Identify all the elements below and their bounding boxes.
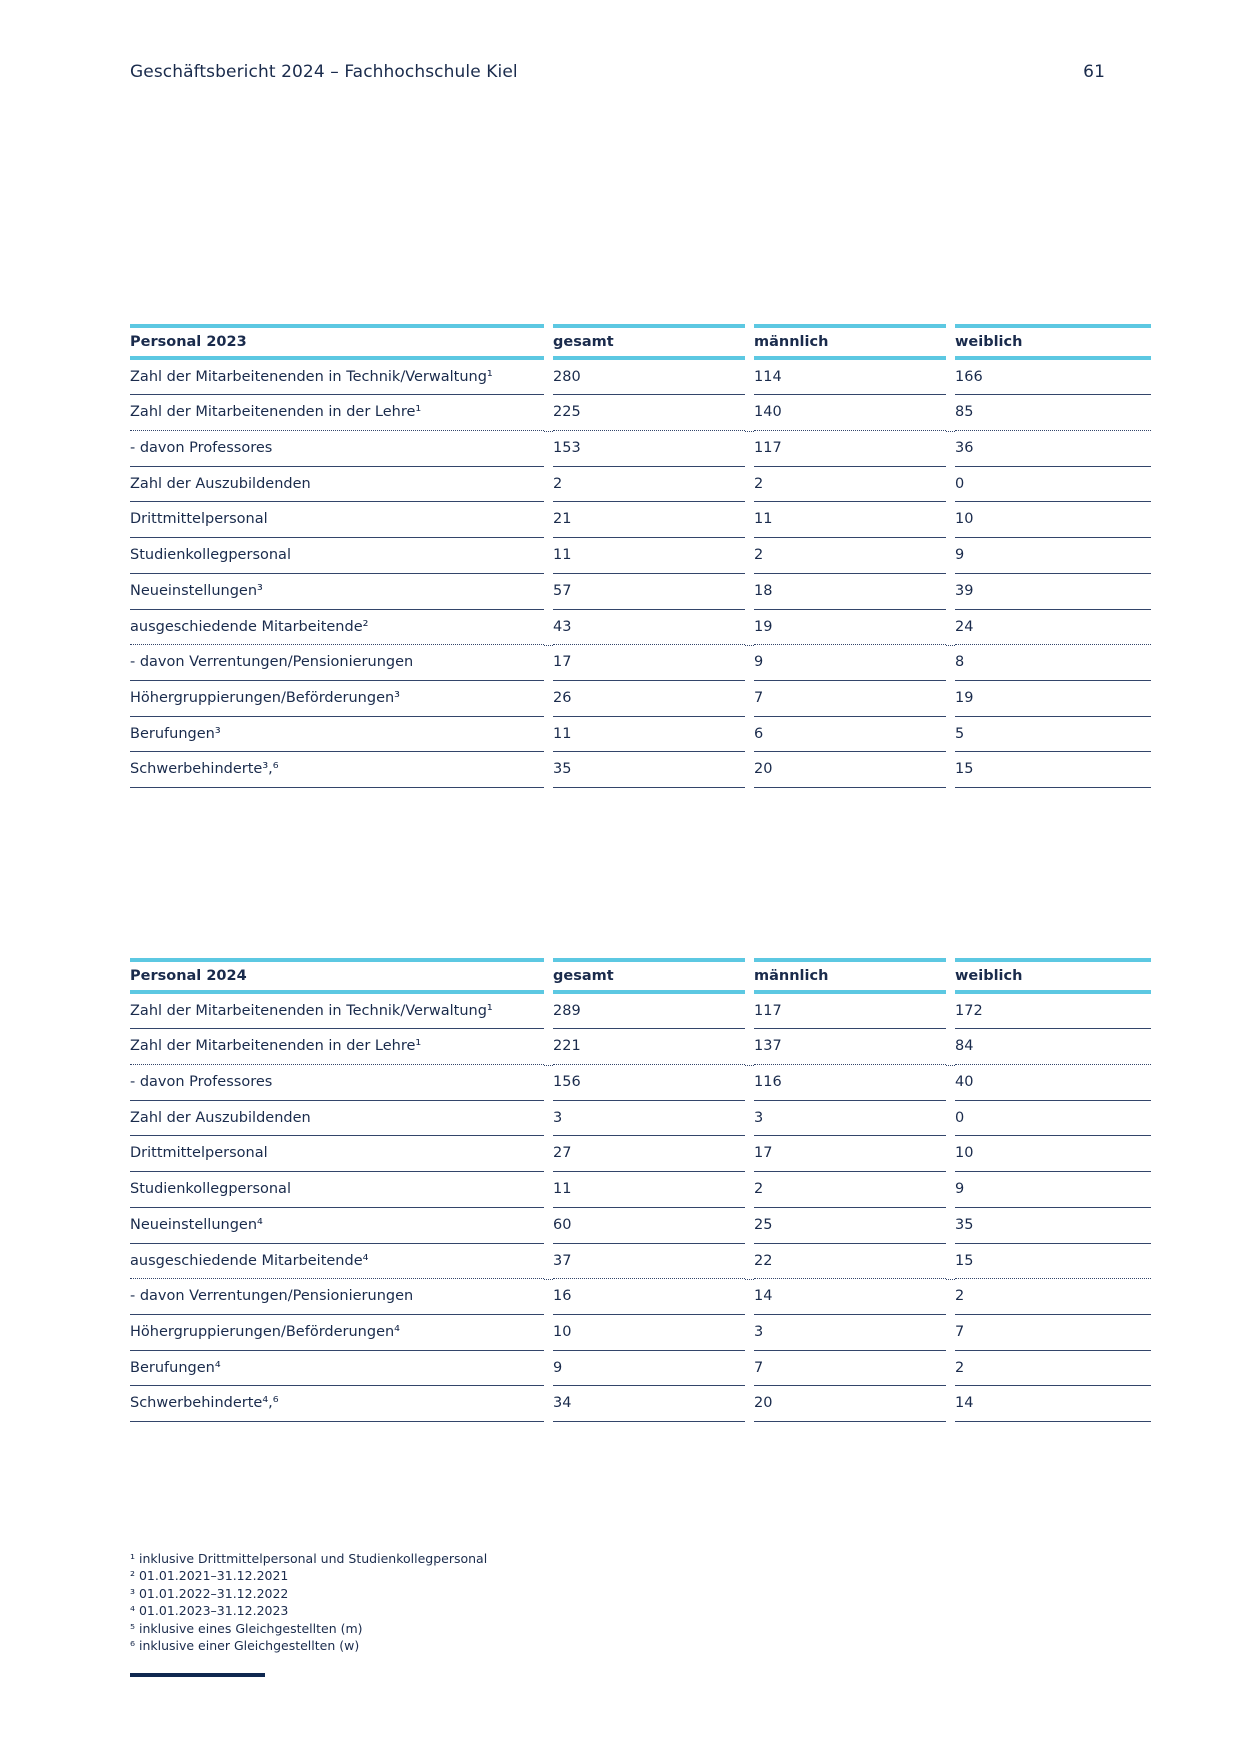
cell-weiblich: 9 — [955, 538, 1151, 574]
table-personal-2023 — [130, 324, 1151, 788]
cell-maennlich: 9 — [754, 645, 946, 681]
cell-maennlich: 11 — [754, 502, 946, 538]
row-label: - davon Professores — [130, 1065, 544, 1101]
cell-maennlich: 3 — [754, 1101, 946, 1137]
cell-gesamt: 27 — [553, 1136, 745, 1172]
cell-maennlich: 137 — [754, 1029, 946, 1065]
cell-gesamt: 3 — [553, 1101, 745, 1137]
cell-weiblich: 19 — [955, 681, 1151, 717]
row-label: Höhergruppierungen/Beförderungen⁴ — [130, 1315, 544, 1351]
table-row — [130, 360, 1151, 396]
table-row — [130, 1208, 1151, 1244]
cell-gesamt: 34 — [553, 1386, 745, 1422]
column-header-weiblich: weiblich — [955, 958, 1151, 994]
row-label: Studienkollegpersonal — [130, 1172, 544, 1208]
cell-gesamt: 280 — [553, 360, 745, 396]
table-row — [130, 1136, 1151, 1172]
cell-weiblich: 40 — [955, 1065, 1151, 1101]
cell-maennlich: 117 — [754, 994, 946, 1030]
cell-gesamt: 153 — [553, 431, 745, 467]
cell-gesamt: 16 — [553, 1279, 745, 1315]
cell-weiblich: 39 — [955, 574, 1151, 610]
cell-weiblich: 0 — [955, 1101, 1151, 1137]
report-title: Geschäftsbericht 2024 – Fachhochschule Kiel — [130, 62, 518, 82]
table-row — [130, 538, 1151, 574]
cell-maennlich: 140 — [754, 395, 946, 431]
column-header-maennlich: männlich — [754, 958, 946, 994]
row-label: Berufungen⁴ — [130, 1351, 544, 1387]
footnote-5: ⁵ inklusive eines Gleichgestellten (m) — [130, 1620, 363, 1636]
cell-gesamt: 35 — [553, 752, 745, 788]
table-row — [130, 610, 1151, 646]
cell-weiblich: 85 — [955, 395, 1151, 431]
footnote-4: ⁴ 01.01.2023–31.12.2023 — [130, 1603, 289, 1619]
cell-weiblich: 0 — [955, 467, 1151, 503]
cell-gesamt: 11 — [553, 717, 745, 753]
row-label: Berufungen³ — [130, 717, 544, 753]
cell-maennlich: 117 — [754, 431, 946, 467]
table-row — [130, 994, 1151, 1030]
cell-gesamt: 9 — [553, 1351, 745, 1387]
cell-gesamt: 11 — [553, 1172, 745, 1208]
cell-maennlich: 7 — [754, 681, 946, 717]
cell-maennlich: 14 — [754, 1279, 946, 1315]
cell-weiblich: 166 — [955, 360, 1151, 396]
cell-weiblich: 2 — [955, 1351, 1151, 1387]
row-label: Neueinstellungen³ — [130, 574, 544, 610]
cell-maennlich: 6 — [754, 717, 946, 753]
footnote-3: ³ 01.01.2022–31.12.2022 — [130, 1585, 289, 1601]
cell-maennlich: 18 — [754, 574, 946, 610]
table-row — [130, 1351, 1151, 1387]
cell-maennlich: 2 — [754, 538, 946, 574]
cell-gesamt: 289 — [553, 994, 745, 1030]
cell-weiblich: 36 — [955, 431, 1151, 467]
cell-maennlich: 17 — [754, 1136, 946, 1172]
table-row — [130, 681, 1151, 717]
table-row — [130, 1101, 1151, 1137]
cell-gesamt: 37 — [553, 1244, 745, 1280]
row-label: - davon Professores — [130, 431, 544, 467]
cell-maennlich: 20 — [754, 752, 946, 788]
cell-weiblich: 9 — [955, 1172, 1151, 1208]
row-label: Höhergruppierungen/Beförderungen³ — [130, 681, 544, 717]
row-label: Zahl der Auszubildenden — [130, 467, 544, 503]
cell-weiblich: 10 — [955, 502, 1151, 538]
row-label: - davon Verrentungen/Pensionierungen — [130, 645, 544, 681]
cell-weiblich: 8 — [955, 645, 1151, 681]
cell-maennlich: 25 — [754, 1208, 946, 1244]
cell-gesamt: 11 — [553, 538, 745, 574]
column-header-gesamt: gesamt — [553, 324, 745, 360]
cell-gesamt: 21 — [553, 502, 745, 538]
table-row — [130, 1172, 1151, 1208]
cell-weiblich: 172 — [955, 994, 1151, 1030]
table-header-row — [130, 958, 1151, 994]
cell-gesamt: 17 — [553, 645, 745, 681]
table-row — [130, 717, 1151, 753]
column-header-maennlich: männlich — [754, 324, 946, 360]
cell-maennlich: 116 — [754, 1065, 946, 1101]
table-row — [130, 1065, 1151, 1101]
cell-weiblich: 14 — [955, 1386, 1151, 1422]
row-label: Drittmittelpersonal — [130, 502, 544, 538]
table-row — [130, 1315, 1151, 1351]
footnote-6: ⁶ inklusive einer Gleichgestellten (w) — [130, 1638, 360, 1654]
footnote-2: ² 01.01.2021–31.12.2021 — [130, 1568, 289, 1584]
cell-maennlich: 19 — [754, 610, 946, 646]
cell-maennlich: 22 — [754, 1244, 946, 1280]
table-row — [130, 645, 1151, 681]
table-row — [130, 752, 1151, 788]
table-row — [130, 1386, 1151, 1422]
cell-maennlich: 20 — [754, 1386, 946, 1422]
cell-gesamt: 221 — [553, 1029, 745, 1065]
table-row — [130, 1029, 1151, 1065]
cell-weiblich: 10 — [955, 1136, 1151, 1172]
page-number: 61 — [1083, 62, 1105, 82]
table-personal-2024 — [130, 958, 1151, 1422]
cell-maennlich: 3 — [754, 1315, 946, 1351]
table-header-row — [130, 324, 1151, 360]
cell-gesamt: 43 — [553, 610, 745, 646]
row-label: Zahl der Mitarbeitenenden in der Lehre¹ — [130, 1029, 544, 1065]
column-header-category: Personal 2024 — [130, 958, 544, 994]
cell-maennlich: 114 — [754, 360, 946, 396]
cell-gesamt: 225 — [553, 395, 745, 431]
row-label: - davon Verrentungen/Pensionierungen — [130, 1279, 544, 1315]
column-header-gesamt: gesamt — [553, 958, 745, 994]
cell-gesamt: 26 — [553, 681, 745, 717]
column-header-category: Personal 2023 — [130, 324, 544, 360]
footer-rule — [130, 1673, 265, 1677]
cell-weiblich: 24 — [955, 610, 1151, 646]
table-row — [130, 395, 1151, 431]
row-label: Zahl der Auszubildenden — [130, 1101, 544, 1137]
row-label: ausgeschiedende Mitarbeitende² — [130, 610, 544, 646]
cell-weiblich: 2 — [955, 1279, 1151, 1315]
cell-weiblich: 15 — [955, 752, 1151, 788]
cell-weiblich: 7 — [955, 1315, 1151, 1351]
row-label: Studienkollegpersonal — [130, 538, 544, 574]
row-label: ausgeschiedende Mitarbeitende⁴ — [130, 1244, 544, 1280]
cell-weiblich: 84 — [955, 1029, 1151, 1065]
cell-maennlich: 7 — [754, 1351, 946, 1387]
footnote-1: ¹ inklusive Drittmittelpersonal und Studienkollegpersonal — [130, 1551, 488, 1566]
cell-gesamt: 10 — [553, 1315, 745, 1351]
cell-gesamt: 156 — [553, 1065, 745, 1101]
cell-maennlich: 2 — [754, 1172, 946, 1208]
table-row — [130, 467, 1151, 503]
row-label: Schwerbehinderte³,⁶ — [130, 752, 544, 788]
table-row — [130, 1279, 1151, 1315]
table-row — [130, 1244, 1151, 1280]
row-label: Zahl der Mitarbeitenenden in Technik/Verwaltung¹ — [130, 994, 544, 1030]
row-label: Neueinstellungen⁴ — [130, 1208, 544, 1244]
row-label: Zahl der Mitarbeitenenden in der Lehre¹ — [130, 395, 544, 431]
cell-gesamt: 57 — [553, 574, 745, 610]
cell-weiblich: 5 — [955, 717, 1151, 753]
cell-weiblich: 15 — [955, 1244, 1151, 1280]
table-row — [130, 574, 1151, 610]
cell-gesamt: 60 — [553, 1208, 745, 1244]
column-header-weiblich: weiblich — [955, 324, 1151, 360]
footnotes — [130, 1550, 487, 1654]
table-row — [130, 431, 1151, 467]
row-label: Zahl der Mitarbeitenenden in Technik/Verwaltung¹ — [130, 360, 544, 396]
row-label: Drittmittelpersonal — [130, 1136, 544, 1172]
cell-maennlich: 2 — [754, 467, 946, 503]
row-label: Schwerbehinderte⁴,⁶ — [130, 1386, 544, 1422]
cell-gesamt: 2 — [553, 467, 745, 503]
page-header — [130, 62, 1105, 82]
table-row — [130, 502, 1151, 538]
cell-weiblich: 35 — [955, 1208, 1151, 1244]
